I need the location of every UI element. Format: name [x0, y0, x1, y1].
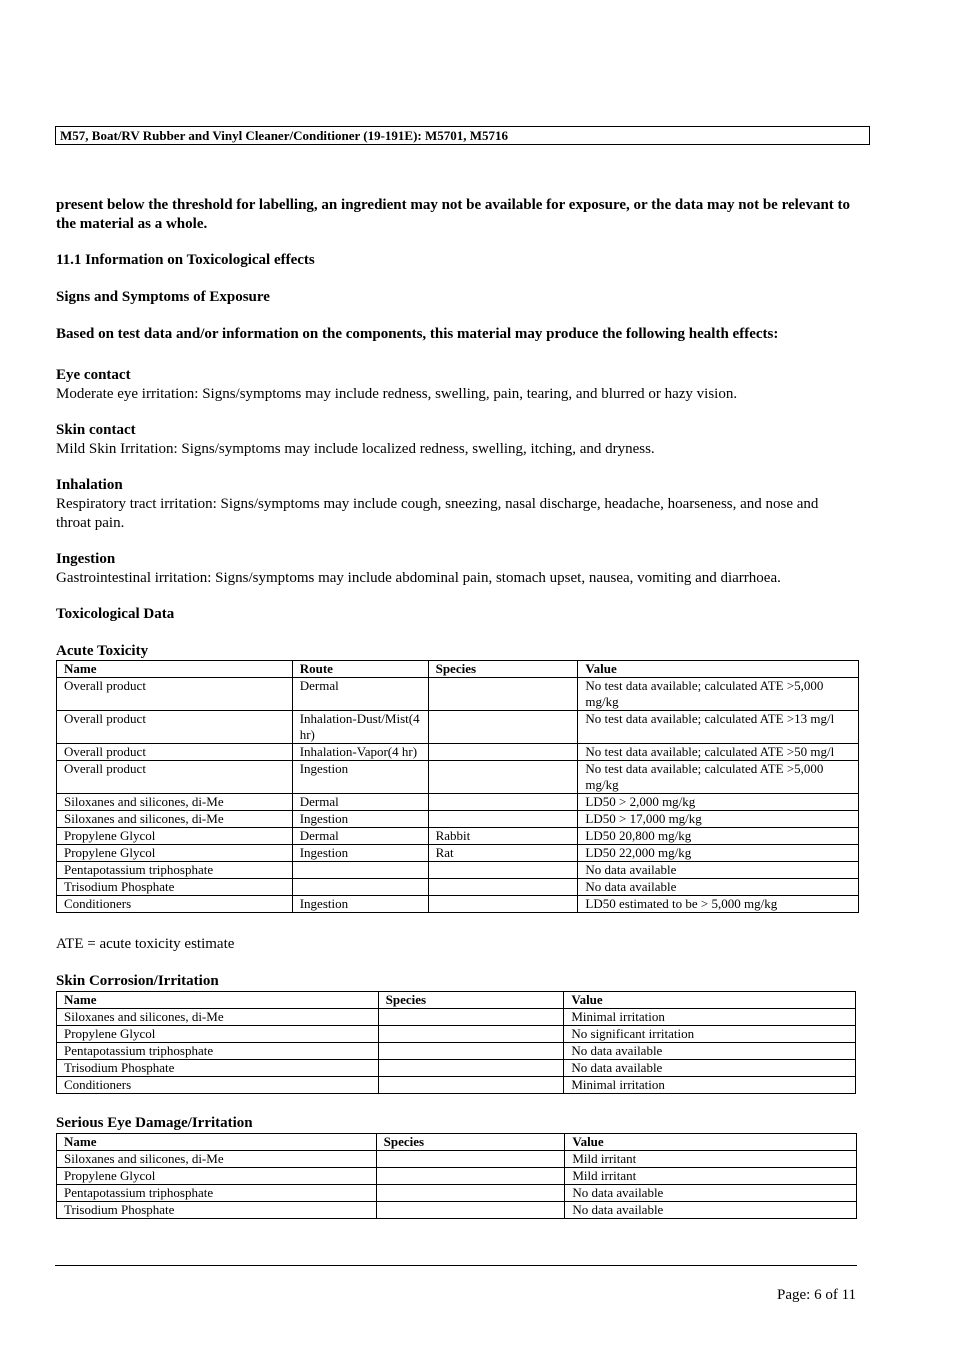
table-cell: Minimal irritation: [564, 1009, 856, 1026]
page-number: Page: 6 of 11: [777, 1287, 857, 1303]
table-cell: Trisodium Phosphate: [57, 879, 293, 896]
section-heading: 11.1 Information on Toxicological effects: [56, 252, 315, 268]
table-cell: Conditioners: [57, 896, 293, 913]
table-cell: Trisodium Phosphate: [57, 1060, 379, 1077]
table-row: [57, 1151, 857, 1168]
table-cell: Trisodium Phosphate: [57, 1202, 377, 1219]
table-cell: No data available: [564, 1060, 856, 1077]
table-cell: [428, 678, 578, 711]
table-cell: Siloxanes and silicones, di-Me: [57, 794, 293, 811]
table-cell: Mild irritant: [565, 1151, 857, 1168]
table-cell: Dermal: [292, 794, 428, 811]
table-cell: Inhalation-Vapor(4 hr): [292, 744, 428, 761]
effect-eye-contact: [56, 366, 856, 404]
table-row: [57, 711, 859, 744]
column-header: Value: [565, 1134, 857, 1151]
table-cell: Inhalation-Dust/Mist(4 hr): [292, 711, 428, 744]
table-cell: Pentapotassium triphosphate: [57, 862, 293, 879]
table-row: [57, 1009, 856, 1026]
footer-divider: [55, 1265, 857, 1266]
table-cell: [376, 1202, 565, 1219]
table-row: [57, 1185, 857, 1202]
toxicological-data-heading: Toxicological Data: [56, 606, 175, 622]
column-header: Species: [376, 1134, 565, 1151]
column-header: Name: [57, 661, 293, 678]
table-cell: [378, 1026, 564, 1043]
table-row: [57, 1043, 856, 1060]
table-cell: [376, 1168, 565, 1185]
table-cell: Minimal irritation: [564, 1077, 856, 1094]
column-header: Species: [378, 992, 564, 1009]
skin-corrosion-table: [56, 991, 856, 1094]
table-cell: LD50 > 17,000 mg/kg: [578, 811, 859, 828]
column-header: Value: [578, 661, 859, 678]
table-row: [57, 678, 859, 711]
table-cell: Propylene Glycol: [57, 828, 293, 845]
table-row: [57, 1060, 856, 1077]
table-cell: No data available: [578, 879, 859, 896]
table-cell: Pentapotassium triphosphate: [57, 1185, 377, 1202]
table-row: [57, 828, 859, 845]
effect-inhalation: [56, 476, 856, 533]
table-header-row: [57, 1134, 857, 1151]
table-row: [57, 1026, 856, 1043]
column-header: Species: [428, 661, 578, 678]
table-cell: [428, 862, 578, 879]
table-row: [57, 744, 859, 761]
table-cell: Siloxanes and silicones, di-Me: [57, 1009, 379, 1026]
effect-ingestion: [56, 550, 856, 588]
table-cell: Overall product: [57, 678, 293, 711]
table-cell: Ingestion: [292, 811, 428, 828]
table-cell: Dermal: [292, 678, 428, 711]
table-row: [57, 1168, 857, 1185]
table-cell: [428, 879, 578, 896]
effect-text: Gastrointestinal irritation: Signs/symptoms may include abdominal pain, stomach upset, nausea, vomiting and diarrhoea.: [56, 570, 781, 586]
column-header: Name: [57, 1134, 377, 1151]
table-cell: Rat: [428, 845, 578, 862]
table-cell: Siloxanes and silicones, di-Me: [57, 811, 293, 828]
health-effects-statement: Based on test data and/or information on the components, this material may produce the following health effects:: [56, 326, 779, 342]
table-cell: LD50 22,000 mg/kg: [578, 845, 859, 862]
table-cell: No data available: [565, 1202, 857, 1219]
effect-text: Respiratory tract irritation: Signs/symptoms may include cough, sneezing, nasal discharge, headache, hoarseness, and nose and throat pain.: [56, 496, 819, 531]
table-cell: Propylene Glycol: [57, 845, 293, 862]
effect-text: Moderate eye irritation: Signs/symptoms may include redness, swelling, pain, tearing, and blurred or hazy vision.: [56, 386, 738, 402]
table-cell: [292, 879, 428, 896]
effect-title: Skin contact: [56, 422, 136, 438]
table-cell: Siloxanes and silicones, di-Me: [57, 1151, 377, 1168]
table-cell: [428, 744, 578, 761]
table-cell: [378, 1060, 564, 1077]
intro-paragraph: present below the threshold for labelling, an ingredient may not be available for exposure, or the data may not be relevant to the material as a whole.: [56, 197, 851, 232]
table-row: [57, 761, 859, 794]
table-row: [57, 862, 859, 879]
table-cell: No data available: [578, 862, 859, 879]
table-cell: [378, 1077, 564, 1094]
table-cell: [292, 862, 428, 879]
table-row: [57, 794, 859, 811]
ate-note: ATE = acute toxicity estimate: [56, 936, 235, 952]
table-cell: Propylene Glycol: [57, 1168, 377, 1185]
table-cell: No significant irritation: [564, 1026, 856, 1043]
table-cell: Ingestion: [292, 761, 428, 794]
table-cell: No test data available; calculated ATE >5,000 mg/kg: [578, 678, 859, 711]
table-cell: [428, 711, 578, 744]
effect-skin-contact: [56, 421, 856, 459]
table-cell: Ingestion: [292, 896, 428, 913]
table-cell: Conditioners: [57, 1077, 379, 1094]
document-header-title: M57, Boat/RV Rubber and Vinyl Cleaner/Conditioner (19-191E): M5701, M5716: [55, 126, 870, 145]
acute-toxicity-table: [56, 660, 859, 913]
table-cell: Propylene Glycol: [57, 1026, 379, 1043]
effect-text: Mild Skin Irritation: Signs/symptoms may include localized redness, swelling, itching, and dryness.: [56, 441, 655, 457]
table-cell: [428, 896, 578, 913]
table-cell: [378, 1043, 564, 1060]
effect-title: Ingestion: [56, 551, 116, 567]
table-cell: Overall product: [57, 744, 293, 761]
table-cell: Pentapotassium triphosphate: [57, 1043, 379, 1060]
table-row: [57, 811, 859, 828]
table-cell: [428, 811, 578, 828]
table-row: [57, 1202, 857, 1219]
acute-toxicity-caption: Acute Toxicity: [56, 643, 149, 659]
effect-title: Eye contact: [56, 367, 131, 383]
table-row: [57, 1077, 856, 1094]
column-header: Value: [564, 992, 856, 1009]
column-header: Route: [292, 661, 428, 678]
table-cell: No data available: [564, 1043, 856, 1060]
table-cell: [376, 1151, 565, 1168]
table-row: [57, 845, 859, 862]
table-cell: [376, 1185, 565, 1202]
eye-damage-table: [56, 1133, 857, 1219]
table-cell: Mild irritant: [565, 1168, 857, 1185]
skin-corrosion-caption: Skin Corrosion/Irritation: [56, 973, 219, 989]
table-cell: Ingestion: [292, 845, 428, 862]
table-cell: LD50 estimated to be > 5,000 mg/kg: [578, 896, 859, 913]
table-cell: LD50 > 2,000 mg/kg: [578, 794, 859, 811]
column-header: Name: [57, 992, 379, 1009]
table-cell: No test data available; calculated ATE >50 mg/l: [578, 744, 859, 761]
table-cell: Rabbit: [428, 828, 578, 845]
table-header-row: [57, 661, 859, 678]
eye-damage-caption: Serious Eye Damage/Irritation: [56, 1115, 253, 1131]
table-cell: LD50 20,800 mg/kg: [578, 828, 859, 845]
table-cell: No data available: [565, 1185, 857, 1202]
effect-title: Inhalation: [56, 477, 123, 493]
table-row: [57, 879, 859, 896]
table-cell: Dermal: [292, 828, 428, 845]
table-row: [57, 896, 859, 913]
table-cell: [428, 761, 578, 794]
signs-heading: Signs and Symptoms of Exposure: [56, 289, 270, 305]
table-cell: [428, 794, 578, 811]
table-cell: No test data available; calculated ATE >5,000 mg/kg: [578, 761, 859, 794]
table-header-row: [57, 992, 856, 1009]
table-cell: Overall product: [57, 711, 293, 744]
table-cell: [378, 1009, 564, 1026]
table-cell: Overall product: [57, 761, 293, 794]
table-cell: No test data available; calculated ATE >13 mg/l: [578, 711, 859, 744]
